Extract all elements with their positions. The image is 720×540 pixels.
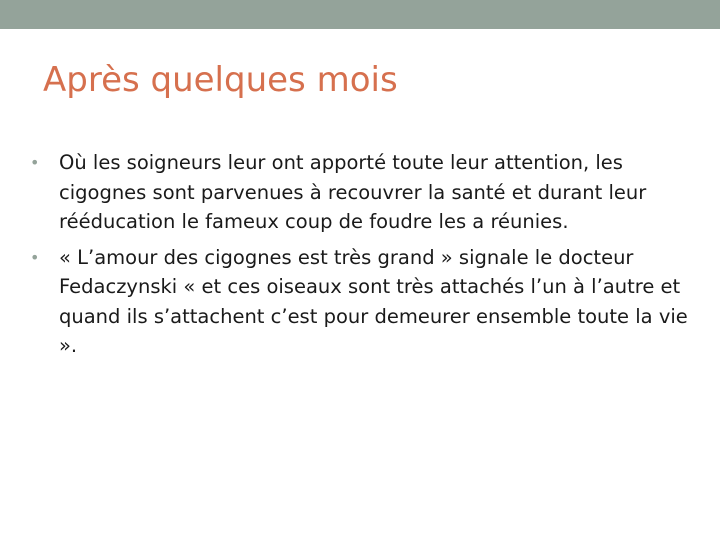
bullet-item-1 [30,148,690,237]
slide-title: Après quelques mois [43,60,398,100]
bullet-list [30,148,690,367]
bullet-dot-icon: • [30,247,40,267]
top-accent-bar [0,0,720,29]
bullet-text-2: « L’amour des cigognes est très grand » signale le docteur Fedaczynski « et ces oiseaux sont très attachés l’un à l’autre et quand ils s’attachent c’est pour demeurer ensemble toute la vie ». [59,245,688,357]
bullet-item-2 [30,243,690,361]
bullet-text-1: Où les soigneurs leur ont apporté toute leur attention, les cigognes sont parvenues à recouvrer la santé et durant leur rééducation le fameux coup de foudre les a réunies. [59,151,647,233]
bullet-dot-icon: • [30,153,40,172]
